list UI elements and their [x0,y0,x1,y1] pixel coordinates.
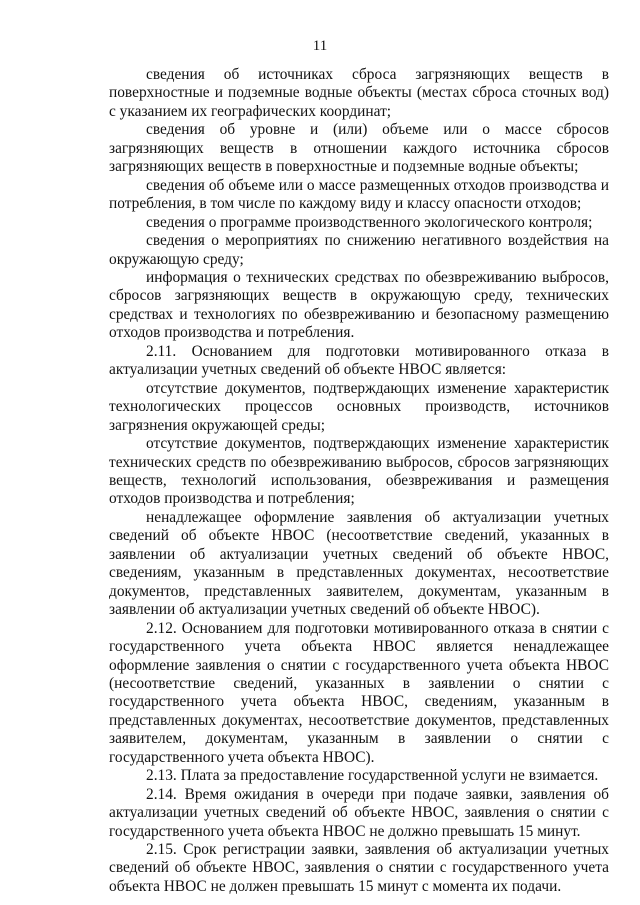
paragraph: 2.15. Срок регистрации заявки, заявления об актуализации учетных сведений об объекте НВОС, заявления о снятии с государственного учета объекта НВОС не должен превышать 15 минут с момента их подачи. [109,841,609,895]
paragraph: сведения о программе производственного экологического контроля; [146,213,593,231]
paragraph: сведения об источниках сброса загрязняющих веществ в поверхностные и подземные водные объекты (местах сброса сточных вод) с указанием их географических координат; [109,66,609,120]
paragraph: информация о технических средствах по обезвреживанию выбросов, сбросов загрязняющих веществ в окружающую среду, технических средствах и технологиях по обезвреживанию и безопасному размещению отходов производства и потребления. [109,268,609,342]
paragraph: 2.13. Плата за предоставление государственной услуги не взимается. [146,767,599,785]
paragraph: 2.14. Время ожидания в очереди при подаче заявки, заявления об актуализации учетных сведений об объекте НВОС, заявления о снятии с государственного учета объекта НВОС не должно превышать 15 минут. [109,785,609,840]
paragraph: сведения об уровне и (или) объеме или о массе сбросов загрязняющих веществ в отношении каждого источника сбросов загрязняющих веществ в поверхностные и подземные водные объекты; [109,121,609,176]
paragraph: отсутствие документов, подтверждающих изменение характеристик технологических процессов основных производств, источников загрязнения окружающей среды; [109,379,609,434]
paragraph: сведения об объеме или о массе размещенных отходов производства и потребления, в том числе по каждому виду и классу опасности отходов; [109,176,609,213]
page-number: 11 [312,38,328,54]
paragraph: сведения о мероприятиях по снижению негативного воздействия на окружающую среду; [109,232,609,268]
paragraph: ненадлежащее оформление заявления об актуализации учетных сведений об объекте НВОС (несоответствие сведений, указанных в заявлении об актуализации учетных сведений об объекте НВОС, сведениям, указанным в представленных документах, несоответствие документов, представленных заявителем, документам, указанным в заявлении об актуализации учетных сведений об объекте НВОС). [109,508,609,619]
paragraph: 2.12. Основанием для подготовки мотивированного отказа в снятии с государственного учета объекта НВОС является ненадлежащее оформление заявления о снятии с государственного учета объекта НВОС (несоответствие сведений, указанных в заявлении о снятии с государственного учета объекта НВОС, сведениям, указанным в представленных документах, несоответствие документов, представленных заявителем, документам, указанным в заявлении о снятии с государственного учета объекта НВОС). [109,619,609,766]
paragraph: 2.11. Основанием для подготовки мотивированного отказа в актуализации учетных сведений об объекте НВОС является: [109,342,609,379]
document-body [109,66,609,896]
paragraph: отсутствие документов, подтверждающих изменение характеристик технических средств по обезвреживанию выбросов, сбросов загрязняющих веществ, технологий использования, обезвреживания и размещения отходов производства и потребления; [109,435,609,508]
